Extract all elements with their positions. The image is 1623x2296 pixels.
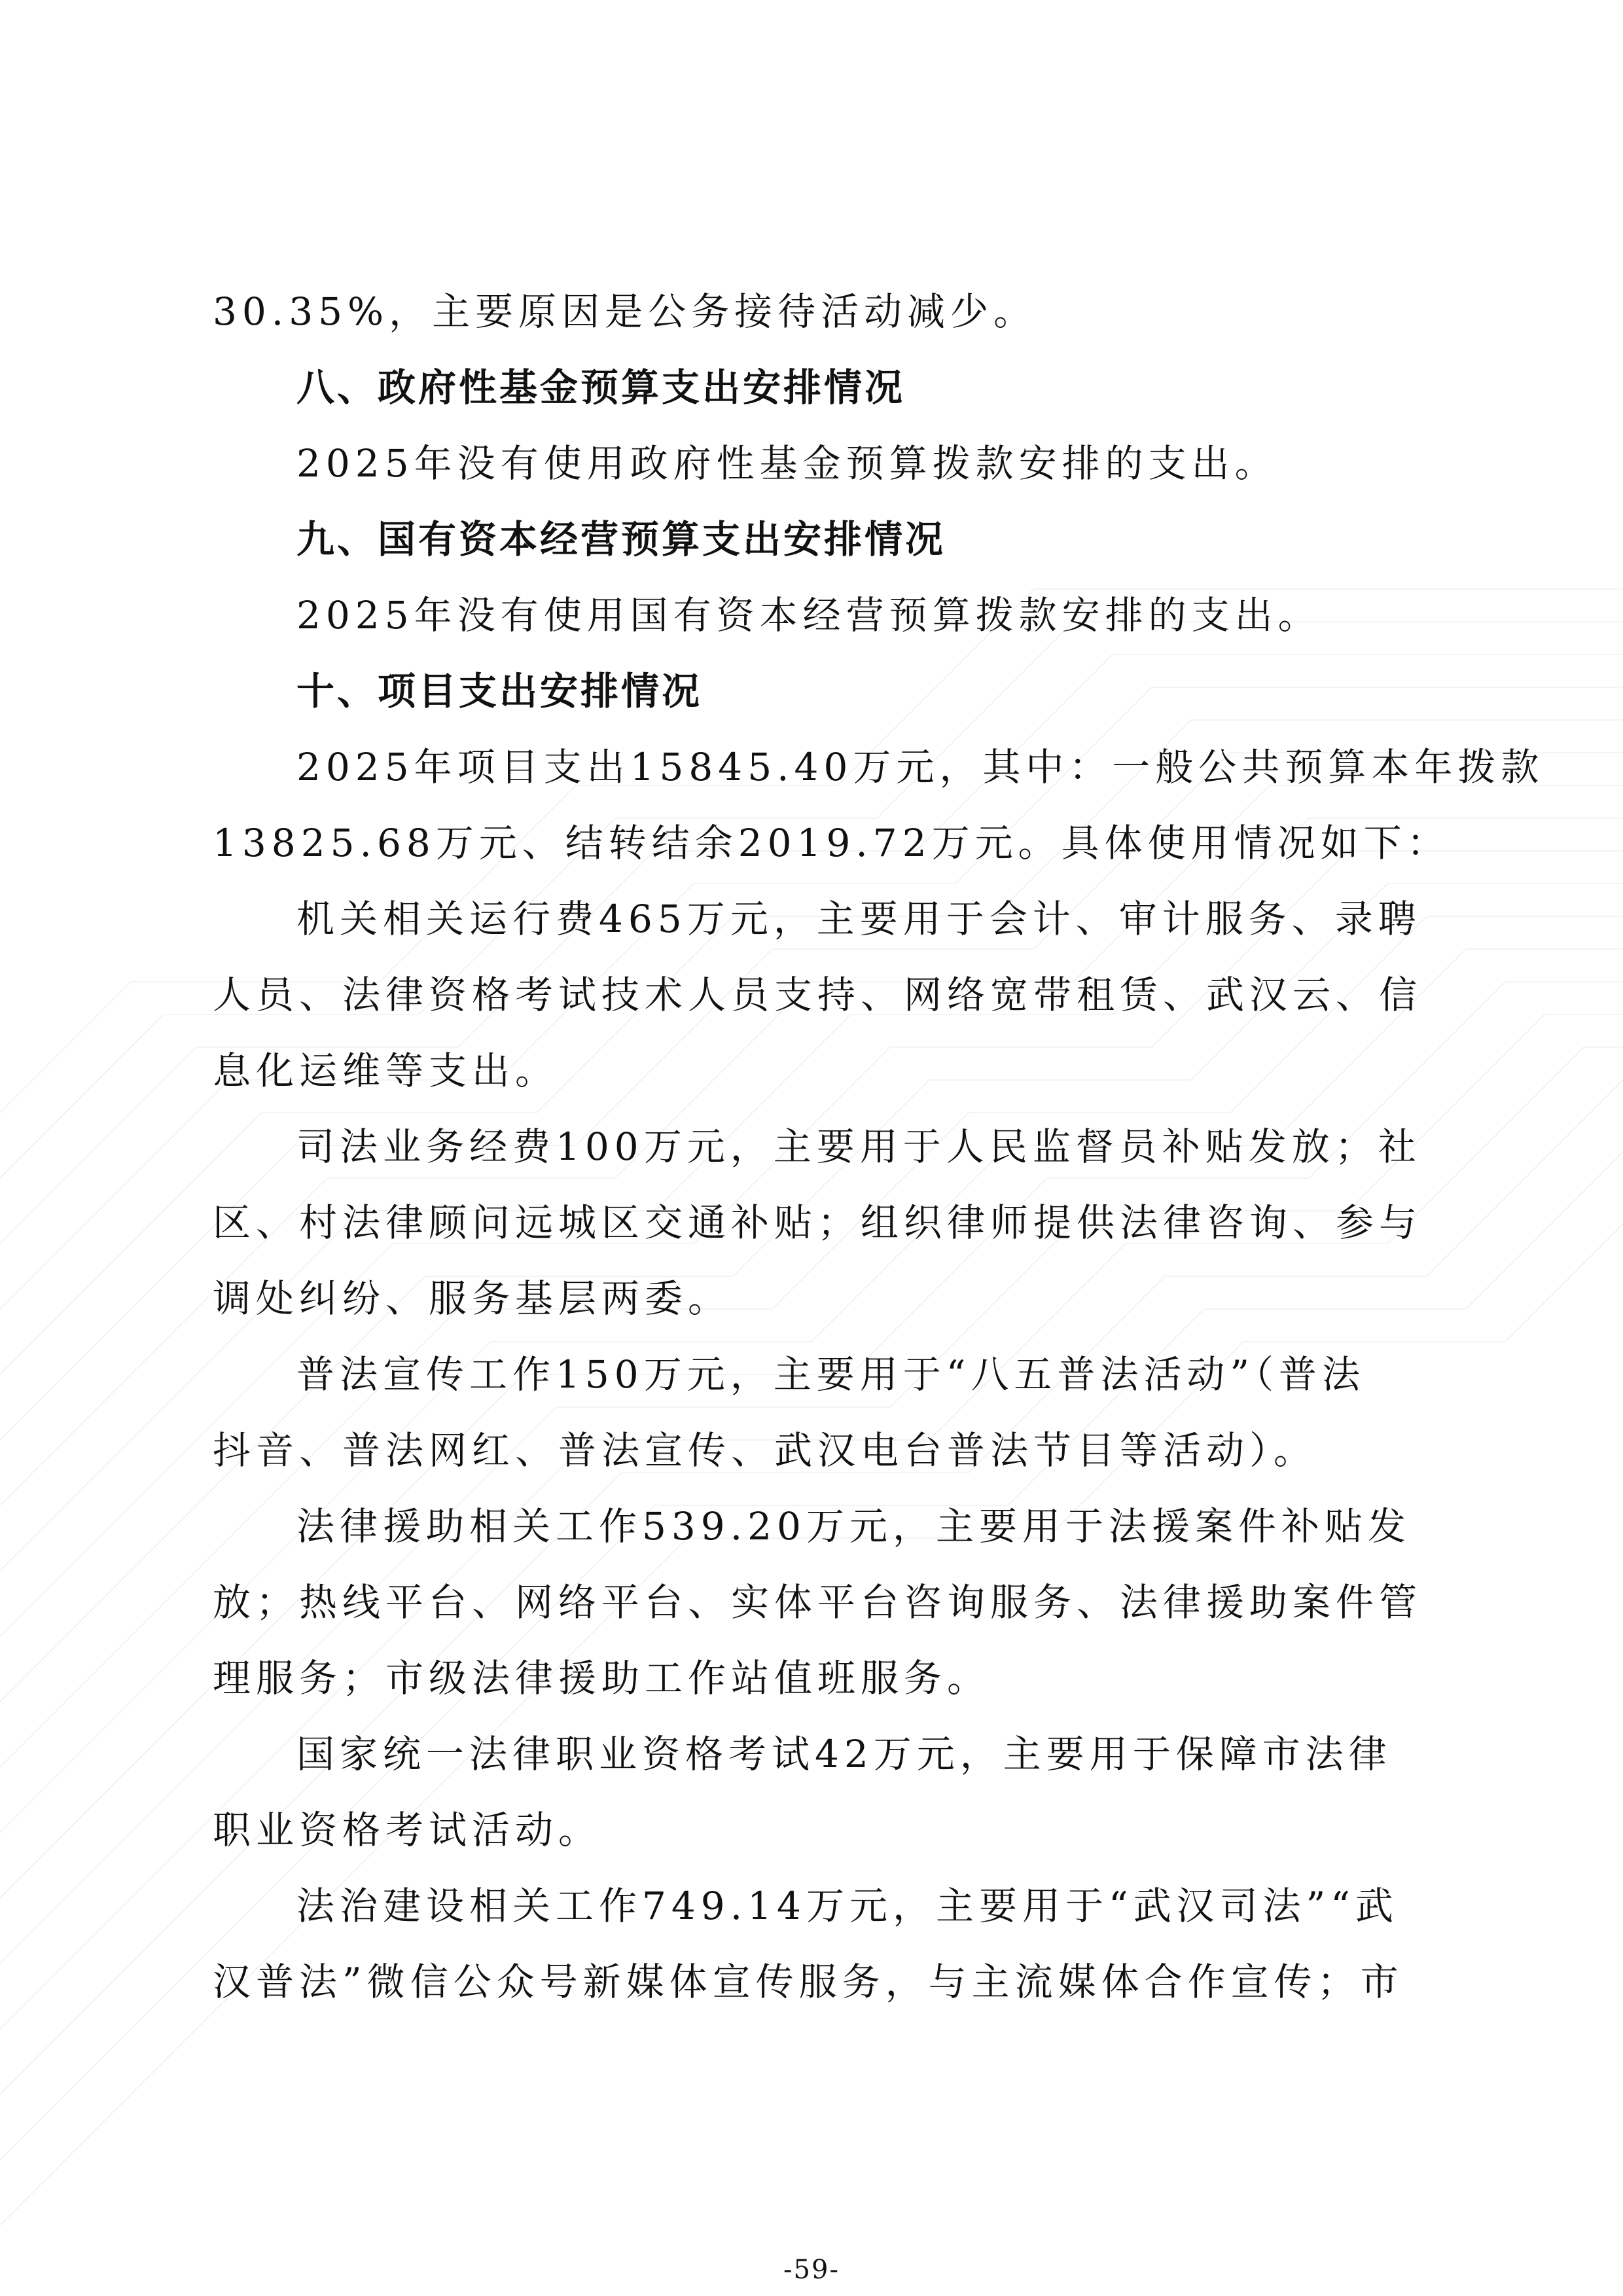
text-line: 2025年项目支出15845.40万元，其中：一般公共预算本年拨款 [296,745,1544,789]
text-line: 普法宣传工作150万元，主要用于“八五普法活动”（普法 [296,1352,1366,1397]
text-line: 2025年没有使用政府性基金预算拨款安排的支出。 [296,441,1278,486]
text-line: 13825.68万元、结转结余2019.72万元。具体使用情况如下： [213,821,1450,865]
text-line: 机关相关运行费465万元，主要用于会计、审计服务、录聘 [296,897,1421,941]
section-heading-nine: 九、国有资本经营预算支出安排情况 [296,517,946,562]
text-line: 汉普法”微信公众号新媒体宣传服务，与主流媒体合作宣传；市 [213,1960,1404,2004]
text-line: 理服务；市级法律援助工作站值班服务。 [213,1656,991,1700]
text-line: 抖音、普法网红、普法宣传、武汉电台普法节目等活动）。 [213,1428,1317,1473]
text-line: 2025年没有使用国有资本经营预算拨款安排的支出。 [296,593,1321,637]
section-heading-eight: 八、政府性基金预算支出安排情况 [296,365,906,410]
text-line: 司法业务经费100万元，主要用于人民监督员补贴发放；社 [296,1124,1421,1169]
section-heading-ten: 十、项目支出安排情况 [296,669,703,713]
text-line: 职业资格考试活动。 [213,1808,602,1852]
text-line: 区、村法律顾问远城区交通补贴；组织律师提供法律咨询、参与 [213,1200,1423,1245]
text-line: 放；热线平台、网络平台、实体平台咨询服务、法律援助案件管 [213,1580,1423,1624]
document-body [213,274,1544,2020]
text-line: 国家统一法律职业资格考试42万元，主要用于保障市法律 [296,1732,1392,1776]
text-line: 法治建设相关工作749.14万元，主要用于“武汉司法”“武 [296,1884,1399,1928]
text-line: 调处纠纷、服务基层两委。 [213,1276,732,1321]
page-number: -59- [783,2255,840,2285]
text-line: 法律援助相关工作539.20万元，主要用于法援案件补贴发 [296,1504,1411,1549]
text-line: 息化运维等支出。 [213,1049,559,1093]
text-line: 30.35%，主要原因是公务接待活动减少。 [213,289,1037,334]
text-line: 人员、法律资格考试技术人员支持、网络宽带租赁、武汉云、信 [213,973,1423,1017]
